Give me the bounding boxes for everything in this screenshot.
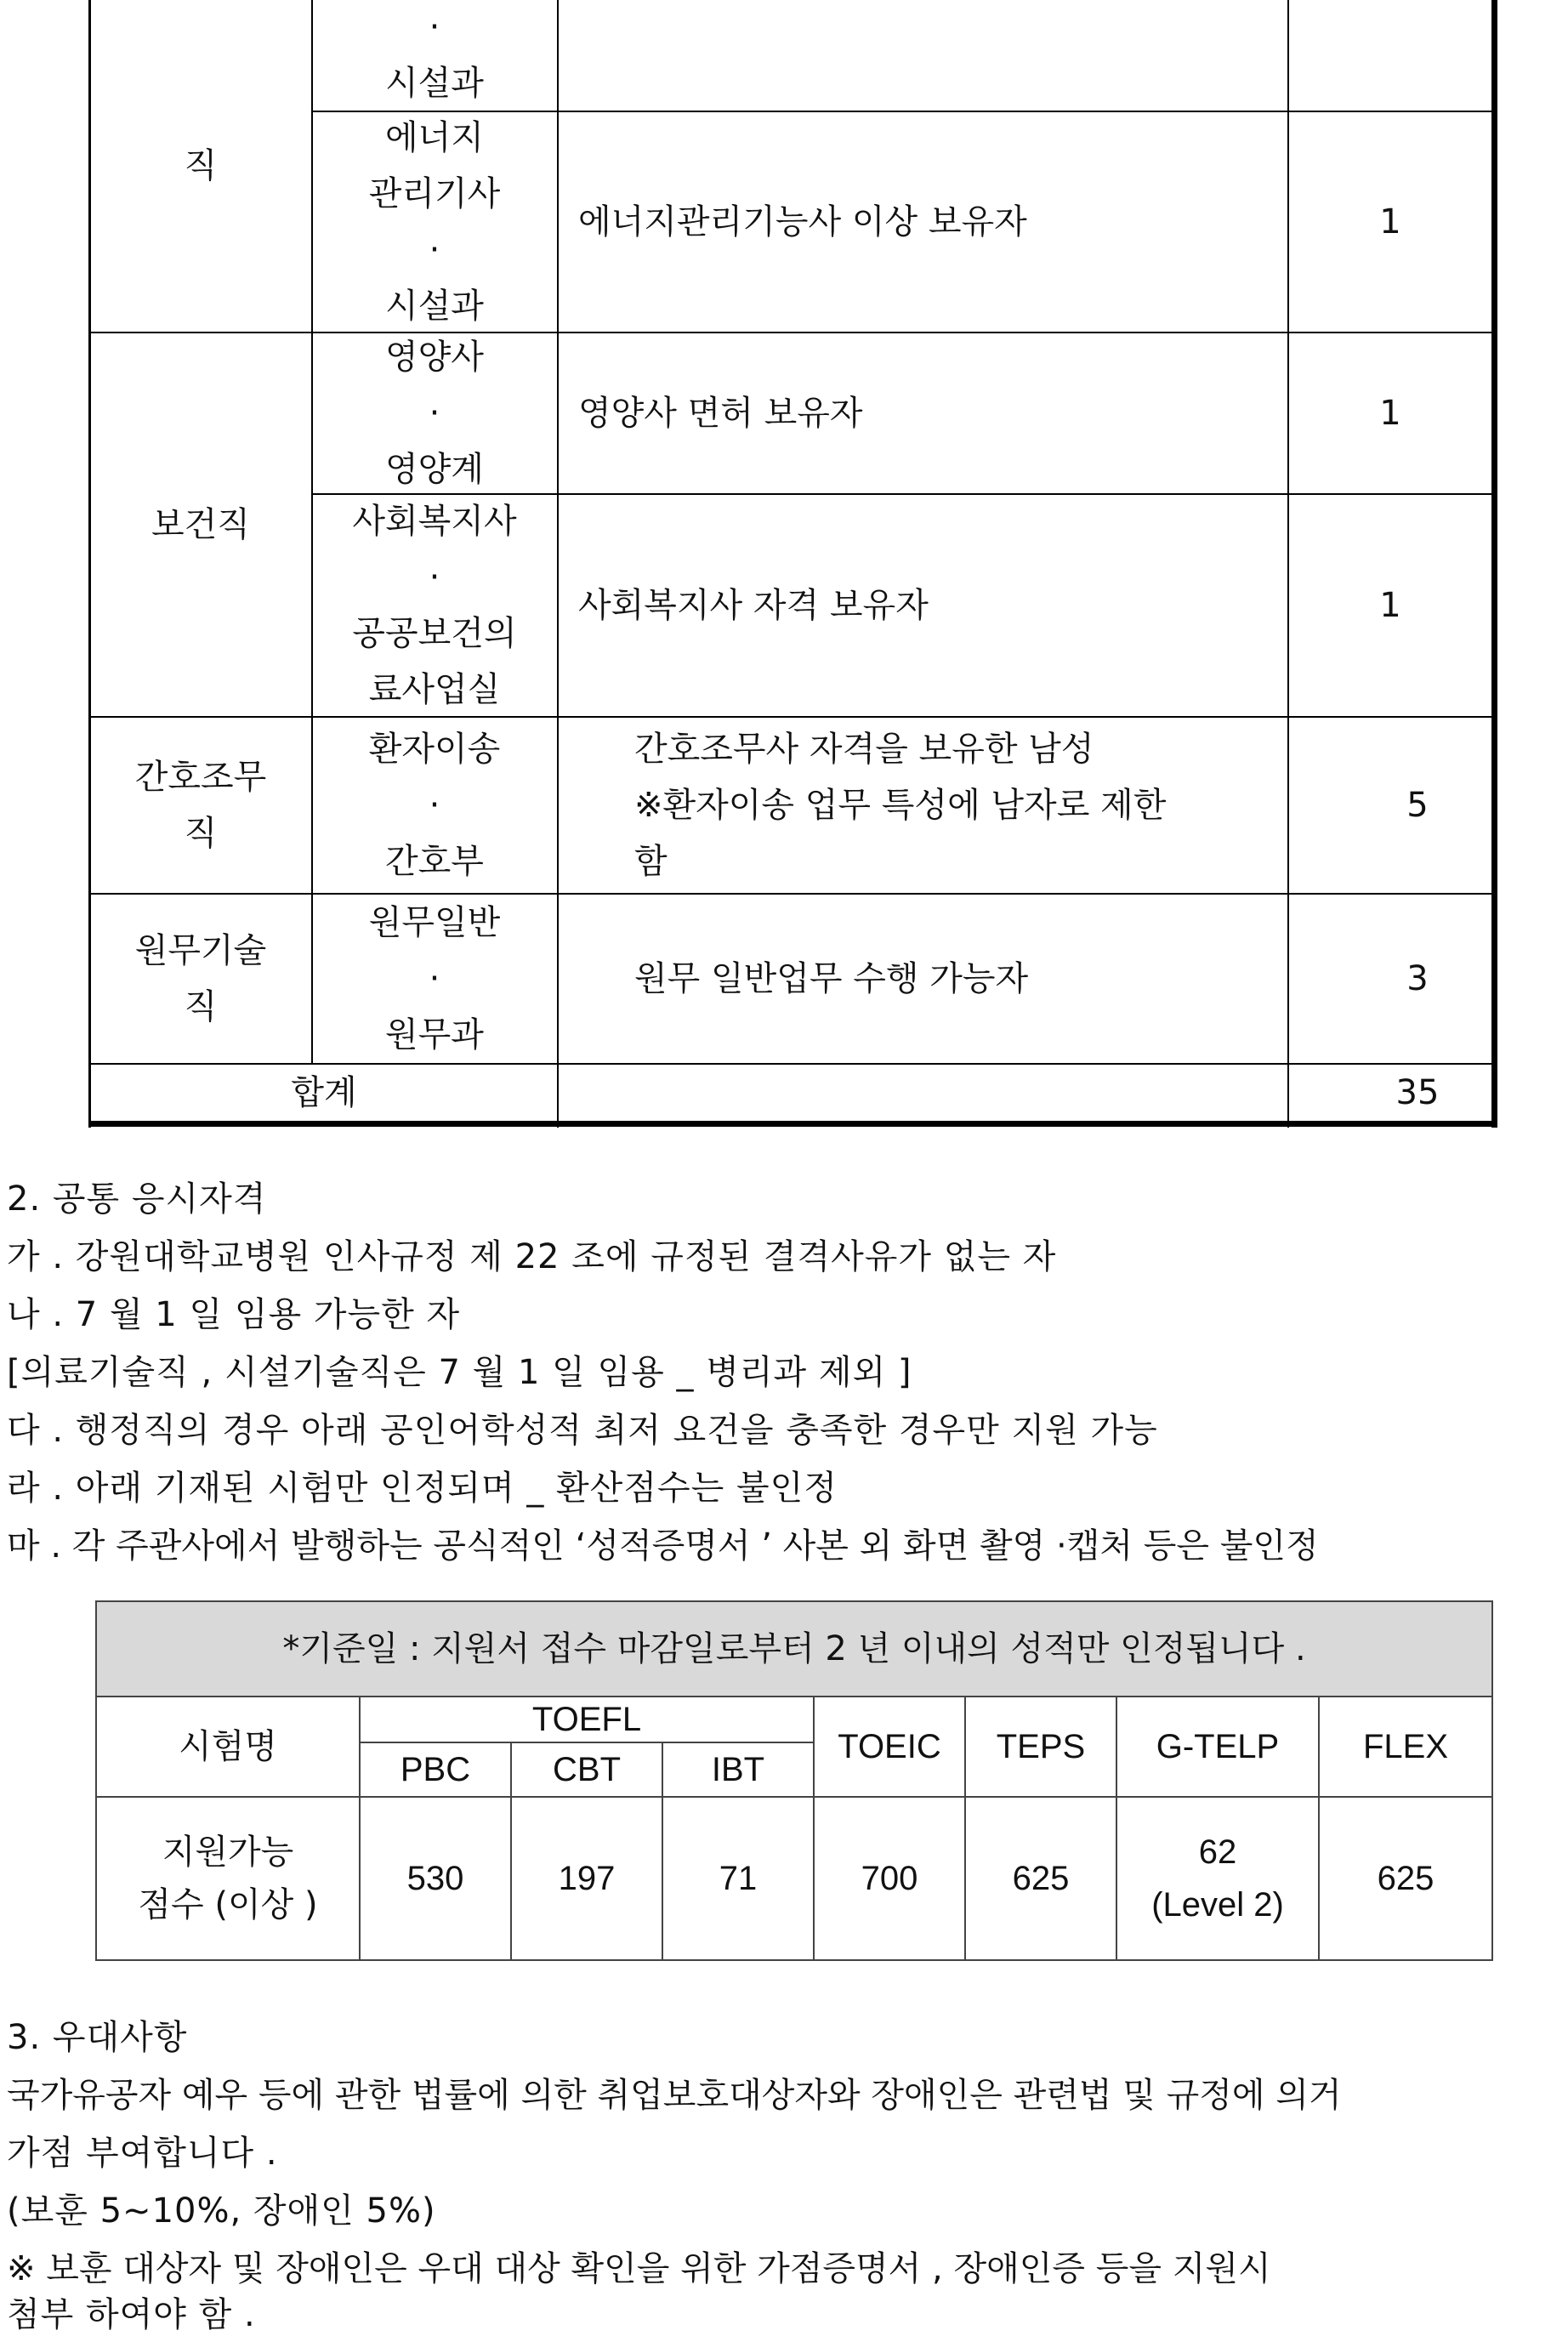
category-label: 직 xyxy=(184,146,218,185)
section2-item: 라 . 아래 기재된 시험만 인정되며 _ 환산점수는 불인정 xyxy=(7,1469,838,1508)
category-line: 원무기술 xyxy=(134,931,267,970)
exam-gtelp: G-TELP xyxy=(1116,1697,1319,1797)
section2-item: [의료기술직 , 시설기술직은 7 월 1 일 임용 _ 병리과 제외 ] xyxy=(7,1353,912,1392)
table-border-right xyxy=(1491,0,1497,1128)
section2-item: 나 . 7 월 1 일 임용 가능한 자 xyxy=(7,1295,461,1334)
category-line: 직 xyxy=(184,814,218,853)
section3-line: 국가유공자 예우 등에 관한 법률에 의한 취업보호대상자와 장애인은 관련법 및 규정에 의거 xyxy=(7,2076,1342,2115)
qualification-cell xyxy=(578,495,1287,716)
qualification-cell xyxy=(634,895,1287,1063)
score-teps: 625 xyxy=(965,1797,1116,1960)
count-cell xyxy=(1289,112,1491,332)
score-gtelp-line: (Level 2) xyxy=(1151,1886,1284,1924)
category-cell xyxy=(90,718,311,893)
position-line: · xyxy=(429,786,440,825)
score-gtelp xyxy=(1116,1797,1319,1960)
position-line: 간호부 xyxy=(385,842,484,881)
score-toeic: 700 xyxy=(814,1797,965,1960)
position-line: · xyxy=(429,8,440,47)
qualification-cell xyxy=(578,112,1287,332)
exam-flex: FLEX xyxy=(1319,1697,1492,1797)
total-label: 합계 xyxy=(291,1073,357,1112)
position-line: 공공보건의 xyxy=(352,614,517,653)
position-line: 료사업실 xyxy=(368,670,501,709)
exam-teps: TEPS xyxy=(965,1697,1116,1797)
score-pbc: 530 xyxy=(360,1797,511,1960)
position-cell xyxy=(311,112,558,332)
score-label-line: 점수 (이상 ) xyxy=(138,1885,318,1924)
section3-title: 3. 우대사항 xyxy=(7,2018,188,2057)
toefl-ibt: IBT xyxy=(662,1742,814,1797)
count-cell xyxy=(1344,718,1491,893)
section3-line: (보훈 5~10%, 장애인 5%) xyxy=(7,2191,436,2231)
section3-line: 첨부 하여야 함 . xyxy=(7,2295,256,2334)
table-border-bottom xyxy=(88,1121,1497,1127)
position-cell xyxy=(311,895,558,1063)
toefl-cbt: CBT xyxy=(511,1742,662,1797)
section2-item: 마 . 각 주관사에서 발행하는 공식적인 ‘성적증명서 ’ 사본 외 화면 촬영 ·캡처 등은 불인정 xyxy=(7,1526,1319,1566)
category-cell xyxy=(90,333,311,716)
score-flex: 625 xyxy=(1319,1797,1492,1960)
section3-line: 가점 부여합니다 . xyxy=(7,2134,278,2173)
count-value: 1 xyxy=(1379,394,1401,433)
category-cell xyxy=(90,895,311,1063)
category-label: 보건직 xyxy=(151,505,250,544)
section3-line: ※ 보훈 대상자 및 장애인은 우대 대상 확인을 위한 가점증명서 , 장애인증 등을 지원시 xyxy=(7,2249,1271,2288)
score-ibt: 71 xyxy=(662,1797,814,1960)
total-count: 35 xyxy=(1395,1073,1440,1112)
exam-toeic: TOEIC xyxy=(814,1697,965,1797)
qualification-text: 간호조무사 자격을 보유한 남성 xyxy=(634,730,1094,769)
score-gtelp-line: 62 xyxy=(1198,1833,1237,1871)
score-table-notice: *기준일 : 지원서 접수 마감일로부터 2 년 이내의 성적만 인정됩니다 . xyxy=(96,1601,1492,1697)
toefl-label: TOEFL xyxy=(360,1697,814,1742)
total-count-cell xyxy=(1344,1065,1491,1121)
section2-item: 다 . 행정직의 경우 아래 공인어학성적 최저 요건을 충족한 경우만 지원 가능 xyxy=(7,1411,1158,1450)
count-value: 5 xyxy=(1406,786,1429,825)
count-value: 3 xyxy=(1406,959,1429,998)
score-label xyxy=(96,1797,360,1960)
position-line: 환자이송 xyxy=(368,730,501,769)
position-line: 원무과 xyxy=(385,1015,484,1054)
count-cell xyxy=(1289,495,1491,716)
qualification-cell xyxy=(634,718,1287,893)
section2-item: 가 . 강원대학교병원 인사규정 제 22 조에 규정된 결격사유가 없는 자 xyxy=(7,1237,1057,1276)
qualification-text: 영양사 면허 보유자 xyxy=(578,394,863,433)
total-label-cell xyxy=(90,1065,558,1121)
qualification-text: ※환자이송 업무 특성에 남자로 제한 xyxy=(634,786,1167,825)
position-line: · xyxy=(429,558,440,597)
position-line: · xyxy=(429,394,440,433)
position-line: 영양사 xyxy=(385,338,484,377)
position-line: 관리기사 xyxy=(368,174,501,213)
qualification-text: 원무 일반업무 수행 가능자 xyxy=(634,959,1029,998)
position-cell xyxy=(311,333,558,493)
position-line: 원무일반 xyxy=(368,903,501,942)
count-value: 1 xyxy=(1379,202,1401,242)
qualification-text: 사회복지사 자격 보유자 xyxy=(578,586,929,625)
exam-label: 시험명 xyxy=(96,1697,360,1797)
qualification-text: 에너지관리기능사 이상 보유자 xyxy=(578,202,1027,242)
score-label-line: 지원가능 xyxy=(162,1833,294,1872)
qualification-cell xyxy=(578,333,1287,493)
section2-title: 2. 공통 응시자격 xyxy=(7,1179,267,1219)
position-line: 시설과 xyxy=(385,287,484,326)
position-line: 에너지 xyxy=(385,118,484,157)
position-cell xyxy=(311,718,558,893)
position-line: · xyxy=(429,959,440,998)
count-value: 1 xyxy=(1379,586,1401,625)
language-score-table xyxy=(95,1600,1493,1961)
position-line: 영양계 xyxy=(385,450,484,489)
position-line: 시설과 xyxy=(385,64,484,103)
position-line: 사회복지사 xyxy=(352,502,517,541)
category-line: 간호조무 xyxy=(134,758,267,797)
position-cell xyxy=(311,0,558,111)
toefl-pbc: PBC xyxy=(360,1742,511,1797)
position-cell xyxy=(311,495,558,716)
category-line: 직 xyxy=(184,987,218,1026)
count-cell xyxy=(1289,333,1491,493)
position-line: · xyxy=(429,230,440,270)
category-cell xyxy=(90,119,311,213)
score-cbt: 197 xyxy=(511,1797,662,1960)
count-cell xyxy=(1344,895,1491,1063)
qualification-text: 함 xyxy=(634,842,668,881)
